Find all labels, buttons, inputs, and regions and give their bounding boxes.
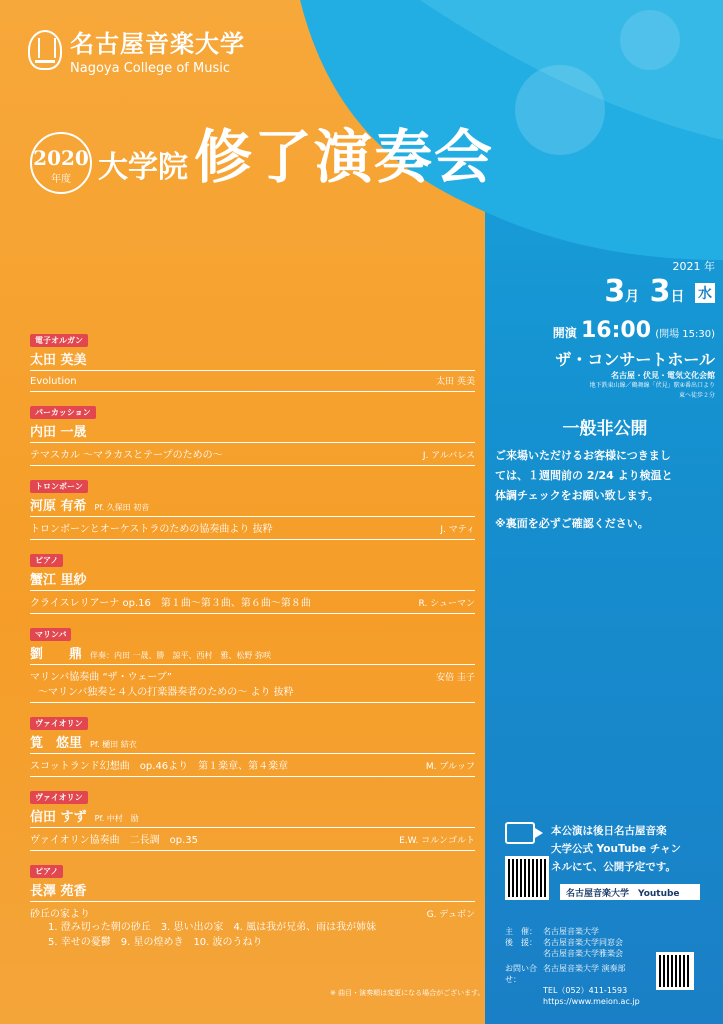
instrument-badge: マリンバ: [30, 628, 71, 641]
venue-access: 地下鉄東山線／鶴舞線「伏見」駅④番出口より: [589, 382, 715, 389]
instrument-badge: ヴァイオリン: [30, 717, 88, 730]
venue-building: 名古屋・伏見・電気文化会館: [611, 371, 715, 380]
lyre-emblem-icon: [28, 30, 62, 70]
program-change-note: ※ 曲目・演奏順は変更になる場合がございます。: [330, 989, 485, 997]
instrument-badge: パーカッション: [30, 406, 96, 419]
event-year: 2021 年: [672, 260, 715, 273]
program-entry: [30, 711, 475, 777]
youtube-search-button[interactable]: 名古屋音楽大学 Youtube: [560, 884, 700, 900]
movement-list: 1. 澄み切った朝の砂丘 3. 思い出の家 4. 風は我が兄弟、雨は我が姉妹 5. 幸せの憂鬱 9. 星の煌めき 10. 波のうねり: [48, 922, 377, 948]
event-date: 3月 3日 水: [495, 274, 715, 309]
piece-line: Evolution 太田 英美: [30, 370, 475, 387]
program-entry: [30, 548, 475, 614]
college-name-en: Nagoya College of Music: [70, 61, 230, 76]
instrument-badge: ヴァイオリン: [30, 791, 88, 804]
college-logo: [28, 24, 245, 76]
instrument-badge: ピアノ: [30, 865, 63, 878]
program-list: [30, 328, 475, 962]
performer-name: 太田 英美: [30, 353, 87, 368]
venue-name: ザ・コンサートホール: [555, 350, 715, 369]
piece-line: マリンバ協奏曲 “ザ・ウェーブ” 安倍 圭子: [30, 664, 475, 683]
page-title: [30, 110, 494, 194]
performer-name: 長澤 苑香: [30, 884, 87, 899]
performer-name: 河原 有希 Pf. 久保田 初音: [30, 499, 150, 514]
video-camera-icon: [505, 822, 535, 844]
piece-line: テマスカル 〜マラカスとテープのための〜 J. アルバレス: [30, 442, 475, 461]
piece-line: スコットランド幻想曲 op.46より 第１楽章、第４楽章 M. ブルッフ: [30, 753, 475, 772]
performer-name: 筧 悠里 Pf. 樋田 結衣: [30, 736, 137, 751]
weekday-badge: 水: [695, 283, 715, 303]
program-entry: [30, 622, 475, 703]
youtube-qr-code-icon[interactable]: [505, 856, 549, 900]
credits: 主 催： 名古屋音楽大学 後 援： 名古屋音楽大学同窓会 名古屋音楽大学雅楽会 お問い合せ： 名古屋音楽大学 演奏部 TEL（052）411-1593 https://www.meion.ac.jp: [505, 927, 640, 1006]
piece-line: トロンボーンとオーケストラのための協奏曲より 抜粋 J. マティ: [30, 516, 475, 535]
start-time: 開演 16:00 (開場 15:30): [552, 318, 715, 343]
performer-name: 信田 すず Pf. 中村 励: [30, 810, 139, 825]
venue: ザ・コンサートホール 名古屋・伏見・電気文化会館 地下鉄東山線／鶴舞線「伏見」駅④番出口より 東へ徒歩２分: [495, 347, 715, 401]
performer-name: 内田 一晟: [30, 425, 87, 440]
instrument-badge: トロンボーン: [30, 480, 88, 493]
program-entry: [30, 474, 475, 540]
title-graduate-school: 大学院: [98, 150, 188, 185]
piece-line: 砂丘の家より G. デュボン: [30, 901, 475, 920]
fiscal-year-badge: 2020 年度: [30, 132, 92, 194]
performer-name: 蟹江 里紗: [30, 573, 87, 588]
performer-name: 劉 鼎 伴奏：内田 一晟、勝 諒平、西村 雅、松野 弥咲: [30, 647, 272, 662]
instrument-badge: ピアノ: [30, 554, 63, 567]
program-entry: [30, 400, 475, 466]
website-link[interactable]: https://www.meion.ac.jp: [543, 997, 640, 1006]
piece-subtitle: 〜マリンバ独奏と４人の打楽器奏者のための〜 より 抜粋: [38, 687, 294, 698]
program-entry: [30, 859, 475, 954]
program-entry: [30, 328, 475, 392]
instrument-badge: 電子オルガン: [30, 334, 88, 347]
website-qr-code-icon[interactable]: [656, 952, 694, 990]
piece-line: ヴァイオリン協奏曲 二長調 op.35 E.W. コルンゴルト: [30, 827, 475, 846]
youtube-notice: 本公演は後日名古屋音楽 大学公式 YouTube チャン ネルにて、公開予定です。 名古屋音楽大学 Youtube: [505, 822, 715, 902]
title-concert: 修了演奏会: [194, 123, 495, 191]
closed-to-public-label: 一般非公開: [562, 419, 648, 439]
see-back-note: ※裏面を必ずご確認ください。: [495, 517, 649, 530]
college-name-jp: 名古屋音楽大学: [70, 30, 245, 58]
program-entry: [30, 785, 475, 851]
piece-line: クライスレリアーナ op.16 第１曲〜第３曲、第６曲〜第８曲 R. シューマン: [30, 590, 475, 609]
health-check-notice: ご来場いただけるお客様につきまし ては、１週間前の 2/24 より検温と 体調チェックをお願い致します。: [495, 449, 673, 502]
